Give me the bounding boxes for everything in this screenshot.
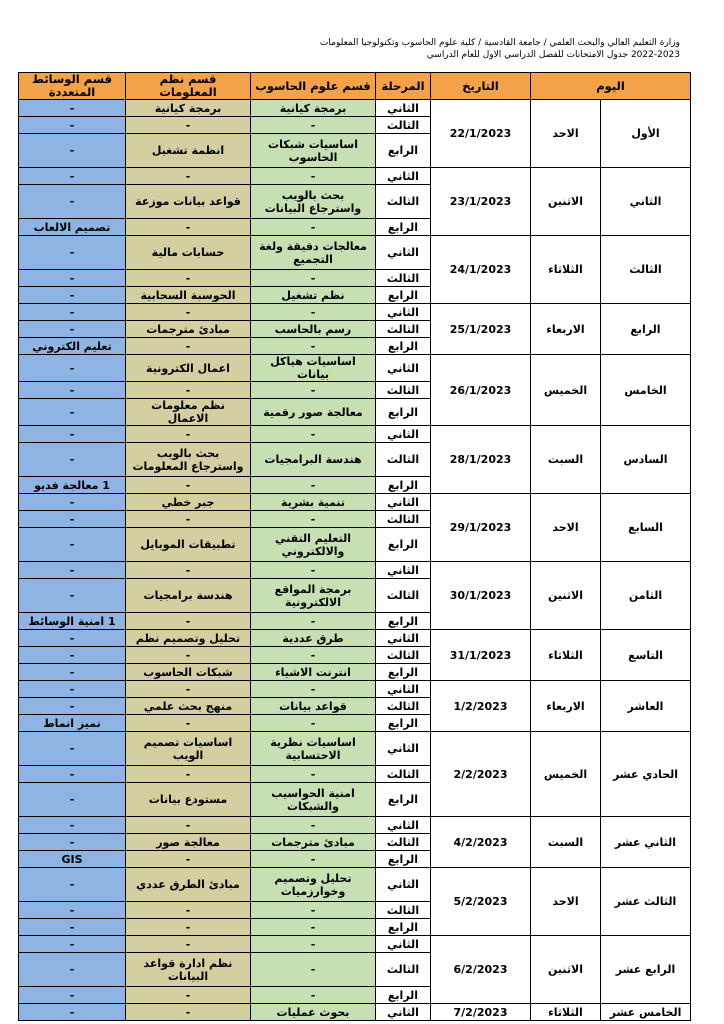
table-row [19,868,691,902]
table-row [19,236,691,270]
cs-course-cell: تنمية بشرية [251,494,376,511]
col-header-stage: المرحلة [376,73,431,100]
cs-course-cell: اساسيات شبكات الحاسوب [251,134,376,168]
cs-course-cell: اساسيات نظرية الاحتسابية [251,732,376,766]
cs-course-cell: اساسيات هياكل بيانات [251,355,376,382]
stage-cell: الثالث [376,647,431,664]
date-cell: 30/1/2023 [431,562,531,630]
col-header-day: اليوم [531,73,691,100]
date-cell: 25/1/2023 [431,304,531,355]
is-course-cell: مبادئ مترجمات [126,321,251,338]
date-cell: 5/2/2023 [431,868,531,936]
table-row [19,1004,691,1021]
cs-course-cell: - [251,936,376,953]
mm-course-cell: - [19,817,126,834]
mm-course-cell: تصميم الالعاب [19,219,126,236]
mm-course-cell: GIS [19,851,126,868]
header-line-1: وزارة التعليم العالي والبحث العلمي / جامعة القادسية / كلية علوم الحاسوب وتكنولوجيا المعلومات [319,38,680,48]
col-header-cs: قسم علوم الحاسوب [251,73,376,100]
mm-course-cell: - [19,443,126,477]
is-course-cell: - [126,117,251,134]
weekday-cell: الاثنين [531,936,601,1004]
mm-course-cell: 1 معالجة فديو [19,477,126,494]
cs-course-cell: - [251,851,376,868]
is-course-cell: نظم ادارة قواعد البيانات [126,953,251,987]
stage-cell: الرابع [376,664,431,681]
stage-cell: الرابع [376,134,431,168]
weekday-cell: الاربعاء [531,304,601,355]
mm-course-cell: - [19,287,126,304]
day-name-cell: الخامس عشر [601,1004,691,1021]
is-course-cell: - [126,219,251,236]
table-row [19,355,691,382]
is-course-cell: - [126,304,251,321]
cs-course-cell: - [251,219,376,236]
stage-cell: الرابع [376,613,431,630]
is-course-cell: - [126,562,251,579]
cs-course-cell: - [251,338,376,355]
stage-cell: الثاني [376,817,431,834]
mm-course-cell: - [19,134,126,168]
cs-course-cell: - [251,715,376,732]
stage-cell: الرابع [376,715,431,732]
table-row [19,732,691,766]
date-cell: 24/1/2023 [431,236,531,304]
mm-course-cell: - [19,355,126,382]
mm-course-cell: - [19,868,126,902]
is-course-cell: اعمال الكترونية [126,355,251,382]
stage-cell: الثاني [376,562,431,579]
cs-course-cell: رسم بالحاسب [251,321,376,338]
is-course-cell: الحوسبة السحابية [126,287,251,304]
stage-cell: الرابع [376,338,431,355]
cs-course-cell: - [251,511,376,528]
mm-course-cell: تميز انماط [19,715,126,732]
weekday-cell: الثلاثاء [531,1004,601,1021]
mm-course-cell: - [19,987,126,1004]
is-course-cell: - [126,817,251,834]
day-name-cell: السادس [601,426,691,494]
cs-course-cell: التعليم التقني والالكتروني [251,528,376,562]
cs-course-cell: - [251,117,376,134]
mm-course-cell: - [19,236,126,270]
cs-course-cell: طرق عددية [251,630,376,647]
mm-course-cell: - [19,321,126,338]
date-cell: 22/1/2023 [431,100,531,168]
stage-cell: الثاني [376,426,431,443]
stage-cell: الثالث [376,766,431,783]
weekday-cell: الاحد [531,494,601,562]
stage-cell: الثالث [376,321,431,338]
is-course-cell: نظم معلومات الاعمال [126,399,251,426]
mm-course-cell: - [19,834,126,851]
is-course-cell: هندسة برامجيات [126,579,251,613]
stage-cell: الرابع [376,987,431,1004]
cs-course-cell: هندسة البرامجيات [251,443,376,477]
stage-cell: الثالث [376,511,431,528]
weekday-cell: الاثنين [531,562,601,630]
cs-course-cell: - [251,562,376,579]
weekday-cell: السبت [531,817,601,868]
exam-schedule-table [18,72,691,1021]
is-course-cell: منهج بحث علمي [126,698,251,715]
cs-course-cell: - [251,953,376,987]
col-header-mm: قسم الوسائط المتعددة [19,73,126,100]
stage-cell: الثاني [376,494,431,511]
mm-course-cell: - [19,953,126,987]
cs-course-cell: - [251,902,376,919]
date-cell: 2/2/2023 [431,732,531,817]
mm-course-cell: - [19,1004,126,1021]
stage-cell: الرابع [376,528,431,562]
table-row [19,168,691,185]
is-course-cell: - [126,613,251,630]
stage-cell: الثاني [376,868,431,902]
cs-course-cell: تحليل وتصميم وخوارزميات [251,868,376,902]
stage-cell: الثاني [376,681,431,698]
date-cell: 29/1/2023 [431,494,531,562]
stage-cell: الثاني [376,168,431,185]
is-course-cell: انظمة تشغيل [126,134,251,168]
mm-course-cell: - [19,304,126,321]
mm-course-cell: - [19,579,126,613]
cs-course-cell: - [251,766,376,783]
cs-course-cell: - [251,168,376,185]
cs-course-cell: - [251,613,376,630]
is-course-cell: - [126,426,251,443]
mm-course-cell: - [19,732,126,766]
is-course-cell: شبكات الحاسوب [126,664,251,681]
weekday-cell: الخميس [531,732,601,817]
is-course-cell: تطبيقات الموبايل [126,528,251,562]
table-row [19,304,691,321]
mm-course-cell: - [19,382,126,399]
cs-course-cell: نظم تشغيل [251,287,376,304]
is-course-cell: - [126,902,251,919]
mm-course-cell: - [19,117,126,134]
date-cell: 23/1/2023 [431,168,531,236]
mm-course-cell: - [19,783,126,817]
stage-cell: الثاني [376,100,431,117]
is-course-cell: - [126,477,251,494]
day-name-cell: الرابع [601,304,691,355]
is-course-cell: برمجة كيانية [126,100,251,117]
stage-cell: الرابع [376,287,431,304]
stage-cell: الثالث [376,270,431,287]
mm-course-cell: - [19,270,126,287]
date-cell: 31/1/2023 [431,630,531,681]
mm-course-cell: 1 امنية الوسائط [19,613,126,630]
stage-cell: الرابع [376,219,431,236]
mm-course-cell: - [19,426,126,443]
mm-course-cell: - [19,664,126,681]
mm-course-cell: - [19,766,126,783]
is-course-cell: - [126,1004,251,1021]
date-cell: 6/2/2023 [431,936,531,1004]
mm-course-cell: - [19,919,126,936]
cs-course-cell: امنية الحواسيب والشبكات [251,783,376,817]
col-header-date: التاريخ [431,73,531,100]
mm-course-cell: - [19,647,126,664]
cs-course-cell: - [251,919,376,936]
mm-course-cell: - [19,100,126,117]
day-name-cell: الثاني عشر [601,817,691,868]
stage-cell: الثالث [376,117,431,134]
cs-course-cell: مبادئ مترجمات [251,834,376,851]
stage-cell: الثالث [376,185,431,219]
stage-cell: الثالث [376,443,431,477]
date-cell: 26/1/2023 [431,355,531,426]
is-course-cell: مستودع بيانات [126,783,251,817]
is-course-cell: بحث بالويب واسترجاع المعلومات [126,443,251,477]
cs-course-cell: معالجة صور رقمية [251,399,376,426]
cs-course-cell: - [251,304,376,321]
stage-cell: الثالث [376,902,431,919]
mm-course-cell: - [19,681,126,698]
is-course-cell: - [126,936,251,953]
cs-course-cell: - [251,647,376,664]
cs-course-cell: - [251,681,376,698]
cs-course-cell: - [251,477,376,494]
date-cell: 1/2/2023 [431,681,531,732]
stage-cell: الثاني [376,630,431,647]
table-row [19,630,691,647]
weekday-cell: الخميس [531,355,601,426]
stage-cell: الثاني [376,236,431,270]
is-course-cell: - [126,919,251,936]
header-line-2: 2022-2023 جدول الامتحانات للفصل الدراسي الاول للعام الدراسي [426,50,680,60]
cs-course-cell: - [251,382,376,399]
stage-cell: الثاني [376,732,431,766]
cs-course-cell: برمجة كيانية [251,100,376,117]
mm-course-cell: - [19,630,126,647]
table-row [19,936,691,953]
is-course-cell: - [126,715,251,732]
weekday-cell: الاحد [531,868,601,936]
is-course-cell: - [126,270,251,287]
is-course-cell: حسابات مالية [126,236,251,270]
stage-cell: الثالث [376,698,431,715]
table-row [19,681,691,698]
date-cell: 4/2/2023 [431,817,531,868]
is-course-cell: - [126,647,251,664]
mm-course-cell: - [19,698,126,715]
cs-course-cell: - [251,987,376,1004]
cs-course-cell: قواعد بيانات [251,698,376,715]
stage-cell: الرابع [376,399,431,426]
weekday-cell: الاثنين [531,168,601,236]
table-row [19,494,691,511]
is-course-cell: تحليل وتصميم نظم [126,630,251,647]
is-course-cell: - [126,766,251,783]
is-course-cell: معالجة صور [126,834,251,851]
mm-course-cell: - [19,902,126,919]
day-name-cell: السابع [601,494,691,562]
cs-course-cell: معالجات دقيقة ولغة التجميع [251,236,376,270]
weekday-cell: السبت [531,426,601,494]
is-course-cell: - [126,382,251,399]
table-row [19,426,691,443]
date-cell: 28/1/2023 [431,426,531,494]
schedule-body [19,100,691,1021]
date-cell: 7/2/2023 [431,1004,531,1021]
stage-cell: الثاني [376,936,431,953]
weekday-cell: الثلاثاء [531,236,601,304]
is-course-cell: - [126,168,251,185]
day-name-cell: الخامس [601,355,691,426]
day-name-cell: الثالث عشر [601,868,691,936]
is-course-cell: - [126,511,251,528]
table-row [19,817,691,834]
table-header-row [19,73,691,100]
stage-cell: الثالث [376,834,431,851]
weekday-cell: الاربعاء [531,681,601,732]
day-name-cell: الرابع عشر [601,936,691,1004]
table-row [19,100,691,117]
cs-course-cell: انترنت الاشياء [251,664,376,681]
stage-cell: الرابع [376,919,431,936]
day-name-cell: الثامن [601,562,691,630]
mm-course-cell: - [19,185,126,219]
mm-course-cell: - [19,562,126,579]
mm-course-cell: - [19,168,126,185]
is-course-cell: جبر خطي [126,494,251,511]
mm-course-cell: تعليم الكتروني [19,338,126,355]
is-course-cell: اساسيات تصميم الويب [126,732,251,766]
mm-course-cell: - [19,528,126,562]
document-header [160,37,680,61]
is-course-cell: مبادئ الطرق عددي [126,868,251,902]
cs-course-cell: بحث بالويب واسترجاع البيانات [251,185,376,219]
stage-cell: الثالث [376,382,431,399]
day-name-cell: التاسع [601,630,691,681]
mm-course-cell: - [19,494,126,511]
is-course-cell: - [126,987,251,1004]
mm-course-cell: - [19,936,126,953]
table-row [19,562,691,579]
day-name-cell: الثالث [601,236,691,304]
mm-course-cell: - [19,399,126,426]
stage-cell: الرابع [376,783,431,817]
is-course-cell: - [126,681,251,698]
stage-cell: الثالث [376,579,431,613]
weekday-cell: الثلاثاء [531,630,601,681]
stage-cell: الرابع [376,851,431,868]
stage-cell: الثاني [376,304,431,321]
cs-course-cell: - [251,817,376,834]
cs-course-cell: بحوث عمليات [251,1004,376,1021]
stage-cell: الثاني [376,1004,431,1021]
day-name-cell: الحادي عشر [601,732,691,817]
is-course-cell: - [126,338,251,355]
cs-course-cell: برمجة المواقع الالكترونية [251,579,376,613]
day-name-cell: الثاني [601,168,691,236]
cs-course-cell: - [251,270,376,287]
stage-cell: الثاني [376,355,431,382]
day-name-cell: العاشر [601,681,691,732]
is-course-cell: قواعد بيانات موزعة [126,185,251,219]
mm-course-cell: - [19,511,126,528]
stage-cell: الثالث [376,953,431,987]
weekday-cell: الاحد [531,100,601,168]
is-course-cell: - [126,851,251,868]
day-name-cell: الأول [601,100,691,168]
cs-course-cell: - [251,426,376,443]
col-header-is: قسم نظم المعلومات [126,73,251,100]
stage-cell: الرابع [376,477,431,494]
